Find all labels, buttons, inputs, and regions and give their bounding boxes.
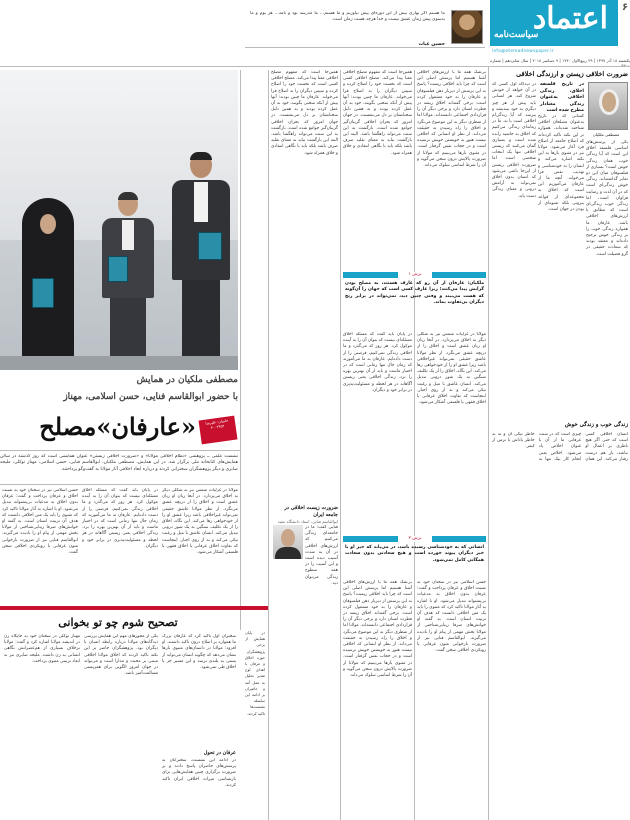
headline-line-1: مصطفی ملکیان در همایش (136, 375, 238, 385)
mid-col-3: مولانا در غزلیات شمس نیز به شکلی دیگر به اخلاق می‌پردازد. در آنجا زبان او زبان عشق است و اخلاق را از دریچه عشق می‌نگرد. از نظر مولانا عاشق حقیقی نمی‌تواند غیراخلاقی باشد زیرا عشق او را از خودخواهی رها می‌کند. این نگاه، اخلاق را از یک تکلیف سنگین به یک شور درونی تبدیل می‌کند. انسان عاشق با میل و رغبت نیکی می‌کند و نه از روی اجبار. اینجاست که تفاوت اخلاق عرفانی با اخلاق فقهی یا فلسفی آشکار می‌شود. (417, 332, 486, 406)
person-2-hair (118, 192, 138, 200)
logo: اعتماد (532, 1, 608, 36)
person-1-plaque (32, 278, 54, 308)
quote-author: حسین غیاث (418, 42, 445, 47)
pull-quote-1 (343, 272, 486, 328)
mid-col-6: همین‌جا است که مفهوم مصلح اخلاقی معنا پیدا می‌کند. مصلح اخلاقی کسی است که نخست خود را اصلاح کرده و سپس دیگران را به اصلاح فرا می‌خواند. عارفان ما چنین بودند؛ آنها پیش از آنکه سخنی بگویند، خود به آن عمل کرده بودند و به همین دلیل سخنانشان بر دل می‌نشست. در جهان امروز که بحران اخلاقی گریبان‌گیر جوامع شده است، بازگشت به این سنت می‌تواند راهگشا باشد. البته این بازگشت نباید به معنای تقلید صرف باشد بلکه باید با نگاهی انتقادی و خلاق همراه شود. (271, 70, 338, 156)
person-2-plaque (108, 256, 128, 282)
right-article (492, 70, 628, 820)
left-col-c: حسن اسلامی نیز در سخنان خود به نسبت اخلاق و عرفان پرداخت و گفت: عرفان بدون اخلاق به مدعیات بی‌پشتوانه تبدیل می‌شود. او با اشاره به آثار مولانا تاکید کرد که مثنوی را باید یک متن اخلاقی دانست که هدف آن تربیت انسان است. به گفته او خوانش‌های صرفا زیبایی‌شناختی از مولانا بخش مهمی از پیام او را نادیده می‌گیرند. ابوالقاسم فنایی نیز از ضرورت بازخوانی متون عرفانی با رویکردی اخلاقی سخن گفت. (2, 488, 78, 556)
website: info@etemadnewspaper.ir (492, 48, 554, 53)
right-article-body-2: کسانی که در تاریخ به‌عنوان مصلحان اخلاقی شناخته شده‌اند، همواره بر این نکته تاکید کرده‌اند که اصلاح جامعه از اصلاح فرد آغاز می‌شود. مولانا نیز در مثنوی بارها به این نکته اشاره می‌کند و انسان را به خودشناسی و تهذیب نفس فرا می‌خواند. آنچه ما از عارفان می‌آموزیم این است که اخلاق نه مجموعه‌ای از قواعد بیرونی بلکه شیوه‌ای از بودن در جهان است. (538, 114, 584, 213)
pull-quote-1-label: برش ۱ (398, 272, 432, 278)
profile-photo (273, 525, 303, 559)
profile-face (281, 529, 295, 547)
person-1 (22, 198, 74, 368)
headline-rule (0, 450, 240, 451)
right-article-body-3: یکی از پرسش‌های اساسی فلسفه اخلاق این است که آیا زندگی خوب همان زندگی خوش است؟ بسیاری از فیلسوفان میان این دو تمایز گذاشته‌اند. زندگی خوش زندگی‌ای است که در آن لذت و رضایت فراوان است، اما زندگی خوب زندگی‌ای است که مطابق با ارزش‌های اخلاقی باشد. عارفان ما همواره زندگی خوب را بر زندگی خوش ترجیح داده‌اند و معتقد بودند که سعادت حقیقی در گرو فضیلت است. (586, 140, 628, 257)
col-rule-1 (240, 70, 241, 630)
stamp-badge (199, 416, 238, 445)
right-article-body-1: در دیدگاه اول کسی که در آن خواهد از خودش شروع کند، هر انسانی باید پیش از هر چیز دیگری به خود بیندیشد و بپرسد که آیا زندگی‌ام اخلاقی است یا نه. ما در زمانه‌ای زندگی می‌کنیم که اخلاق به حاشیه رانده شده است و بسیاری گمان می‌کنند که زیستن اخلاقی تنها یک انتخاب شخصی است. اما ضرورت اخلاقی زیستن از این‌جا ناشی می‌شود که انسان بدون اخلاق نمی‌تواند به آرامش درونی و معنای زندگی دست یابد. (492, 82, 536, 199)
mid-col-5a: حسن اسلامی نیز در سخنان خود به نسبت اخلاق و عرفان پرداخت و گفت: عرفان بدون اخلاق به مدعیات بی‌پشتوانه تبدیل می‌شود. او با اشاره به آثار مولانا تاکید کرد که مثنوی را باید یک متن اخلاقی دانست که هدف آن تربیت انسان است. به گفته او خوانش‌های صرفا زیبایی‌شناختی از مولانا بخش مهمی از پیام او را نادیده می‌گیرند. ابوالقاسم فنایی نیز از ضرورت بازخوانی متون عرفانی با رویکردی اخلاقی سخن گفت. (417, 580, 486, 654)
bottom-col-1: سخنران اول تاکید کرد که عارفان بزرگ ما همواره بر اصلاح درون تاکید داشتند. او افزود: مولانا در داستان‌های مثنوی بارها نشان می‌دهد که چگونه انسان می‌تواند از پستی به بلندی برسد و این مسیر جز با اخلاق طی نمی‌شود. (162, 634, 236, 671)
profile-sub: ابوالقاسم فنایی، استاد دانشگاه مفید (277, 519, 338, 524)
page-number: ۶ (621, 2, 629, 13)
mid-col-4: در پایان باید گفت که مسئله اخلاق مسئله‌ای نیست که بتوان آن را به آینده موکول کرد. هر روز که می‌گذرد و ما اخلاقی زندگی نمی‌کنیم، فرصتی را از دست داده‌ایم. عارفان به ما می‌آموزند که زمان حال تنها زمانی است که در اختیار ماست و باید از آن بهترین بهره را برد. زندگی اخلاقی یعنی زیستن آگاهانه در هر لحظه و مسئولیت‌پذیری در برابر خود و دیگران. (343, 332, 412, 393)
headline-line-2: با حضور ابوالقاسم فنایی، حسن اسلامی، مهناز (63, 392, 238, 402)
person-2 (98, 192, 158, 368)
col-rule-3 (340, 70, 341, 820)
bottom-col-5: در پایان همایش از برخی پژوهشگران حوزه اخلاق و عرفان با اهدای لوح تقدیر تجلیل به عمل آمد و حاضران بر ادامه این سلسله نشست‌ها تاکید کردند. (245, 630, 265, 716)
right-article-lead: در تاریخ فلسفه اخلاق، زندگی اخلاقی به‌عنوان زندگی معنادار مطرح شده است (540, 82, 584, 113)
person-3 (170, 152, 232, 368)
photo-caption: نشست علمی ــ پژوهشی «نظام اخلاقی مولانا» و «ضرورت اخلاقی زیستن» عنوان همایشی است که روز گذشته در سالن همایش‌های کتابخانه ملی برگزار شد. در این همایش، مصطفی ملکیان، ابوالقاسم فنایی، حسن اسلامی، مهناز توکلی، ملیحه صابری و دیگر پژوهشگران سخنرانی کردند و درباره ابعاد اخلاقی آثار مولانا به گفت‌وگو پرداختند. (0, 454, 238, 472)
person-3-shirt (194, 182, 208, 222)
bottom-article-title: تصحیح شوم چو تو بخوانی (58, 616, 178, 629)
person-3-hair (190, 152, 212, 160)
mid-col-5b: بی‌شک همه ما با ارزش‌های اخلاقی آشنا هستیم اما پرسش اصلی این است که چرا باید اخلاقی زیست؟ پاسخ به این پرسش از دیرباز ذهن فیلسوفان و عارفان را به خود مشغول کرده است. برخی گفته‌اند اخلاق ریشه در فطرت انسان دارد و برخی دیگر آن را قراردادی اجتماعی دانسته‌اند. مولانا اما از منظری دیگر به این موضوع می‌نگرد و اخلاق را راه رسیدن به حقیقت می‌داند. از نظر او انسانی که اخلاقی نیست هنوز به خویشتن خویش نرسیده است و در حجاب نفس گرفتار است. در مثنوی بارها می‌بینیم که مولانا از ضرورت پالایش درون سخن می‌گوید و آن را شرط اساسی سلوک می‌داند. (343, 580, 412, 679)
author-face (599, 89, 619, 115)
stamp-text: حامیان: علیرضا ۳۰۰۲۴۵۳ (205, 418, 229, 430)
person-1-face (40, 214, 56, 234)
pull-quote-2-text: انسانی که به خودشناسی رسیده باشد، در می‌یابد که خیر او با خیر دیگران پیوند خورده است و هیچ سعادتی بدون سعادت همگانی کامل نمی‌شود. (345, 545, 484, 563)
bottom-col-2: یکی از محورهای مهم این همایش بررسی دیدگاه‌های مولانا درباره رابطه انسان با دیگران بود. پژوهشگران حاضر بر این نکته تاکید کردند که اخلاق مولانا اخلاقی مبتنی بر محبت و مدارا است و می‌تواند در جهان امروز الگویی برای همزیستی مسالمت‌آمیز باشد. (84, 634, 158, 677)
author-name: مصطفی ملکیان (592, 132, 620, 137)
headline-main: «عارفان»مصلح (39, 412, 196, 441)
bottom-col-3: مهناز توکلی در سخنان خود به جایگاه زن در اندیشه مولانا اشاره کرد و گفت: مولانا برخلاف بسیاری از هم‌عصرانش نگاهی انسانی به زن داشت. ملیحه صابری نیز به ابعاد تربیتی مثنوی پرداخت. (4, 634, 80, 664)
col-rule-4 (414, 70, 415, 820)
profile-text: فنایی گفت: ما در جامعه‌ای زندگی می‌کنیم که ارزش‌های اخلاقی در آن به شدت آسیب دیده است و این آسیب را در همه سطوح زندگی می‌توان دید. (305, 525, 338, 586)
pull-quote-1-text: ملکیان: عارفان از آن رو که عارف هستند، به مصلح بودن گرایش پیدا می‌کنند؛ زیرا عارف کسی است که جهان را آن‌گونه که هست می‌بیند و وقتی چنین دید، نمی‌تواند در برابر رنج دیگران بی‌تفاوت بماند. (345, 281, 484, 305)
bottom-col-4: در ادامه این نشست، سخنرانان به پرسش‌های حاضران پاسخ دادند و بر ضرورت برگزاری چنین همایش‌هایی برای بازشناسی میراث اخلاقی ایران تاکید کردند. (162, 758, 236, 788)
mid-col-2: همین‌جا است که مفهوم مصلح اخلاقی معنا پیدا می‌کند. مصلح اخلاقی کسی است که نخست خود را اصلاح کرده و سپس دیگران را به اصلاح فرا می‌خواند. عارفان ما چنین بودند؛ آنها پیش از آنکه سخنی بگویند، خود به آن عمل کرده بودند و به همین دلیل سخنانشان بر دل می‌نشست. در جهان امروز که بحران اخلاقی گریبان‌گیر جوامع شده است، بازگشت به این سنت می‌تواند راهگشا باشد. البته این بازگشت نباید به معنای تقلید صرف باشد بلکه باید با نگاهی انتقادی و خلاق همراه شود. (343, 70, 412, 156)
bottom-subhead: عرفان در تحول (203, 750, 236, 756)
right-subhead: زندگی خوب و زندگی خوش (564, 422, 628, 428)
person-3-legs (182, 280, 220, 368)
logo-block (490, 0, 618, 46)
pull-quote-2 (343, 536, 486, 576)
top-rule (0, 66, 630, 67)
right-article-body-4: انسان اخلاقی کسی است که حتی اگر هیچ ناظری بر اعمال او نباشد، باز هم درست رفتار می‌کند. این همان چیزی است که در سنت عرفانی ما از آن با عنوان اخلاص یاد می‌شود. اخلاص یعنی انجام کار نیک تنها به خاطر نیکی آن و نه به خاطر پاداش یا ترس از کیفر. (492, 432, 628, 462)
profile-box (271, 505, 338, 625)
tagline: سیاست‌نامه (494, 30, 539, 40)
person-2-shirt (122, 220, 134, 250)
masthead (490, 0, 630, 60)
dateline: یکشنبه ۱۸ آذر ۱۳۹۷ | ۲۹ ربیع‌الاول ۱۴۴۰ | ۹ دسامبر ۲۰۱۸ | سال شانزدهم | شماره (490, 58, 630, 63)
author-photo (588, 82, 628, 130)
quote-author-photo (451, 10, 483, 44)
col-rule-2 (268, 70, 269, 820)
person-3-plaque (198, 232, 222, 260)
left-col-a: مولانا در غزلیات شمس نیز به شکلی دیگر به اخلاق می‌پردازد. در آنجا زبان او زبان عشق است و اخلاق را از دریچه عشق می‌نگرد. از نظر مولانا عاشق حقیقی نمی‌تواند غیراخلاقی باشد زیرا عشق او را از خودخواهی رها می‌کند. این نگاه، اخلاق را از یک تکلیف سنگین به یک شور درونی تبدیل می‌کند. انسان عاشق با میل و رغبت نیکی می‌کند و نه از روی اجبار. اینجاست که تفاوت اخلاق عرفانی با اخلاق فقهی یا فلسفی آشکار می‌شود. (162, 488, 238, 556)
right-article-title: ضرورت اخلاقی زیستن و ارزندگی اخلاقی (516, 70, 628, 78)
col-rule-right (488, 66, 489, 820)
stage-floor (0, 356, 238, 370)
profile-title: ضرورت زیست اخلاقی در جامعه ایران (284, 505, 338, 518)
main-photo (0, 70, 238, 370)
pull-quote-2-label: برش ۲ (398, 536, 432, 542)
section-divider (0, 606, 268, 610)
quote-text: ما هستم اگر بهاری بیش از این دوره‌ای پیش نیاوریم و ما هستم... ما مدرسه بود و نامه... هر بوم و ما به‌سوی پیش زمان عشق نیست و خدا هرچه هست زمان است. (250, 11, 445, 23)
mid-col-1: بی‌شک همه ما با ارزش‌های اخلاقی آشنا هستیم اما پرسش اصلی این است که چرا باید اخلاقی زیست؟ پاسخ به این پرسش از دیرباز ذهن فیلسوفان و عارفان را به خود مشغول کرده است. برخی گفته‌اند اخلاق ریشه در فطرت انسان دارد و برخی دیگر آن را قراردادی اجتماعی دانسته‌اند. مولانا اما از منظری دیگر به این موضوع می‌نگرد و اخلاق را راه رسیدن به حقیقت می‌داند. از نظر او انسانی که اخلاقی نیست هنوز به خویشتن خویش نرسیده است و در حجاب نفس گرفتار است. در مثنوی بارها می‌بینیم که مولانا از ضرورت پالایش درون سخن می‌گوید و آن را شرط اساسی سلوک می‌داند. (417, 70, 486, 169)
quote-box (245, 6, 485, 48)
left-col-b: در پایان باید گفت که مسئله اخلاق مسئله‌ای نیست که بتوان آن را به آینده موکول کرد. هر روز که می‌گذرد و ما اخلاقی زندگی نمی‌کنیم، فرصتی را از دست داده‌ایم. عارفان به ما می‌آموزند که زمان حال تنها زمانی است که در اختیار ماست و باید از آن بهترین بهره را برد. زندگی اخلاقی یعنی زیستن آگاهانه در هر لحظه و مسئولیت‌پذیری در برابر خود و دیگران. (82, 488, 158, 549)
caption-rule (0, 484, 240, 485)
profile-shoulders (275, 547, 301, 559)
